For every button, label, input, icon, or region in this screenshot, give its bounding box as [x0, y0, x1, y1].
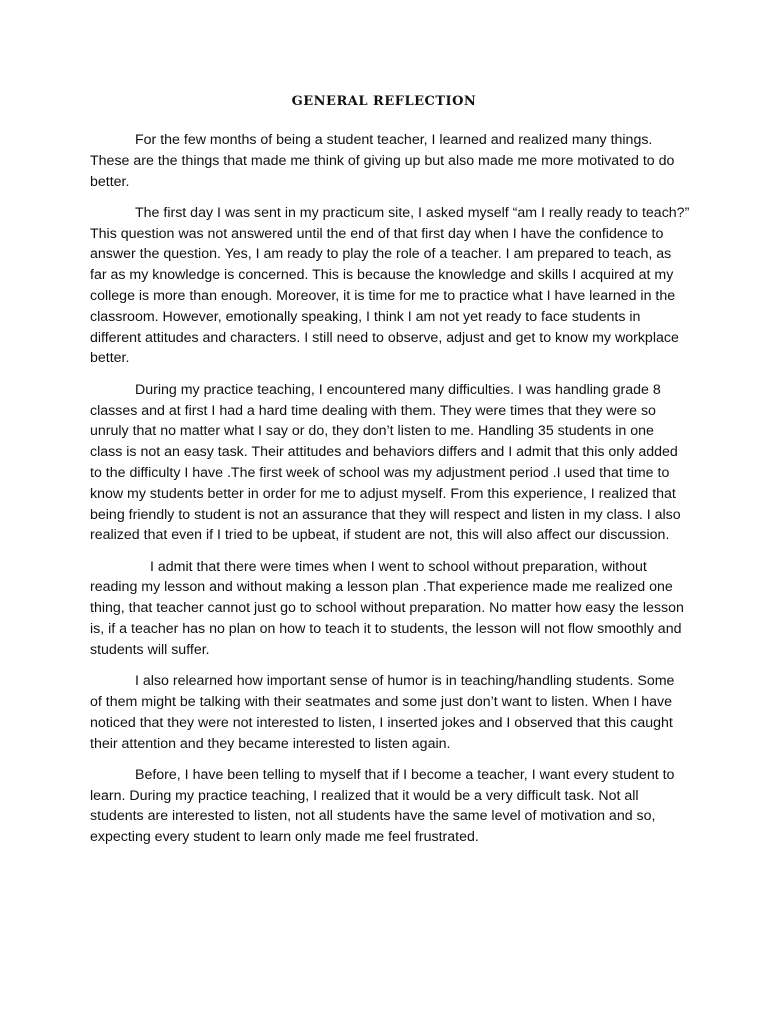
paragraph-1: For the few months of being a student teacher, I learned and realized many things. These are the things that made me think of giving up but also made me more motivated to do better.: [90, 132, 675, 190]
document-title: GENERAL REFLECTION: [291, 94, 477, 109]
document-body: [90, 130, 690, 859]
paragraph-5: I also relearned how important sense of humor is in teaching/handling students. Some of them might be talking with their seatmates and some just don’t want to listen. When I have noticed that they were not interested to listen, I inserted jokes and I observed that this caught their attention and they became interested to listen again.: [90, 673, 675, 752]
paragraph-3: During my practice teaching, I encountered many difficulties. I was handling grade 8 classes and at first I had a hard time dealing with them. They were times that they were so unruly that no matter what I say or do, they don’t listen to me. Handling 35 students in one class is not an easy task. Their attitudes and behaviors differs and I admit that this only added to the difficulty I have .The first week of school was my adjustment period .I used that time to know my students better in order for me to adjust myself. From this experience, I realized that being friendly to student is not an assurance that they will respect and listen in my class. I also realized that even if I tried to be upbeat, if student are not, this will also affect our discussion.: [90, 381, 681, 544]
paragraph-6: Before, I have been telling to myself that if I become a teacher, I want every student to learn. During my practice teaching, I realized that it would be a very difficult task. Not all students are interested to listen, not all students have the same level of motivation and so, expecting every student to learn only made me feel frustrated.: [90, 766, 675, 846]
paragraph-4: I admit that there were times when I went to school without preparation, without reading my lesson and without making a lesson plan .That experience made me realized one thing, that teacher cannot just go to school without preparation. No matter how easy the lesson is, if a teacher has no plan on how to teach it to students, the lesson will not flow smoothly and students will suffer.: [90, 558, 684, 658]
paragraph-2: The first day I was sent in my practicum site, I asked myself “am I really ready to teach?” This question was not answered until the end of that first day when I have the confidence to answer the question. Yes, I am ready to play the role of a teacher. I am prepared to teach, as far as my knowledge is concerned. This is because the knowledge and skills I acquired at my college is more than enough. Moreover, it is time for me to practice what I have learned in the classroom. However, emotionally speaking, I think I am not yet ready to face students in different attitudes and characters. I still need to observe, adjust and get to know my workplace better.: [90, 204, 690, 367]
